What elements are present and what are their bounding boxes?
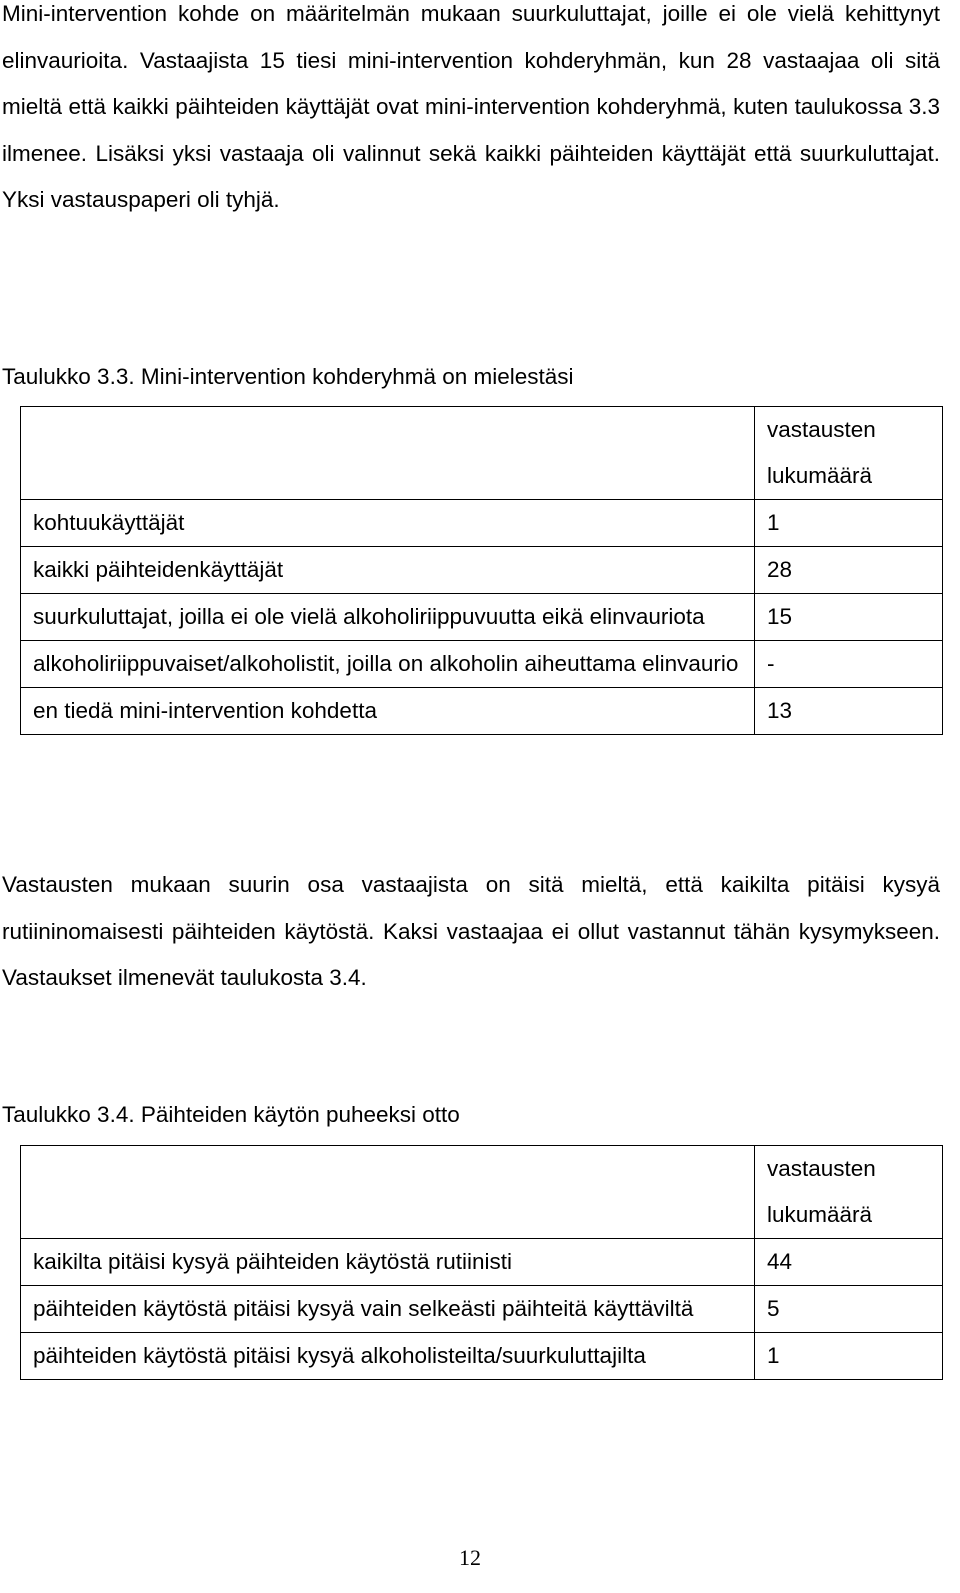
row-label: päihteiden käytöstä pitäisi kysyä vain selkeästi päihteitä käyttäviltä	[21, 1286, 755, 1333]
row-label: en tiedä mini-intervention kohdetta	[21, 688, 755, 735]
table-row	[21, 500, 943, 547]
row-count: 15	[755, 594, 943, 641]
row-label: kohtuukäyttäjät	[21, 500, 755, 547]
page-number: 12	[459, 1545, 481, 1570]
table-row	[21, 1333, 943, 1380]
header-count-cell: vastausten lukumäärä	[755, 1146, 943, 1239]
table-row	[21, 641, 943, 688]
row-count: 1	[755, 500, 943, 547]
row-count: 13	[755, 688, 943, 735]
row-label: suurkuluttajat, joilla ei ole vielä alkoholiriippuvuutta eikä elinvauriota	[21, 594, 755, 641]
row-label: kaikki päihteidenkäyttäjät	[21, 547, 755, 594]
header-label-cell	[21, 1146, 755, 1239]
header-label-cell	[21, 407, 755, 500]
row-count: 5	[755, 1286, 943, 1333]
table-row	[21, 1239, 943, 1286]
table-row	[21, 688, 943, 735]
header-count-cell: vastausten lukumäärä	[755, 407, 943, 500]
table-3-4-caption: Taulukko 3.4. Päihteiden käytön puheeksi otto	[2, 1102, 460, 1127]
table-row	[21, 547, 943, 594]
row-count: 44	[755, 1239, 943, 1286]
table-row	[21, 594, 943, 641]
table-header-row	[21, 407, 943, 500]
row-label: alkoholiriippuvaiset/alkoholistit, joilla on alkoholin aiheuttama elinvaurio	[21, 641, 755, 688]
row-count: 28	[755, 547, 943, 594]
row-label: kaikilta pitäisi kysyä päihteiden käytöstä rutiinisti	[21, 1239, 755, 1286]
table-3-3-caption: Taulukko 3.3. Mini-intervention kohderyhmä on mielestäsi	[2, 364, 574, 389]
row-count: 1	[755, 1333, 943, 1380]
row-label: päihteiden käytöstä pitäisi kysyä alkoholisteilta/suurkuluttajilta	[21, 1333, 755, 1380]
table-row	[21, 1286, 943, 1333]
table-header-row	[21, 1146, 943, 1239]
row-count: -	[755, 641, 943, 688]
table-3-4	[20, 1145, 943, 1380]
table-3-3	[20, 406, 943, 735]
body-paragraph-1: Mini-intervention kohde on määritelmän mukaan suurkuluttajat, joille ei ole vielä kehittynyt elinvaurioita. Vastaajista 15 tiesi mini-intervention kohderyhmän, kun 28 vastaajaa oli sitä mieltä että kaikki päihteiden käyttäjät ovat mini-intervention kohderyhmä, kuten taulukossa 3.3 ilmenee. Lisäksi yksi vastaaja oli valinnut sekä kaikki päihteiden käyttäjät että suurkuluttajat. Yksi vastauspaperi oli tyhjä.	[2, 1, 940, 212]
body-paragraph-2: Vastausten mukaan suurin osa vastaajista on sitä mieltä, että kaikilta pitäisi kysyä rutiininomaisesti päihteiden käytöstä. Kaksi vastaajaa ei ollut vastannut tähän kysymykseen. Vastaukset ilmenevät taulukosta 3.4.	[2, 872, 940, 990]
